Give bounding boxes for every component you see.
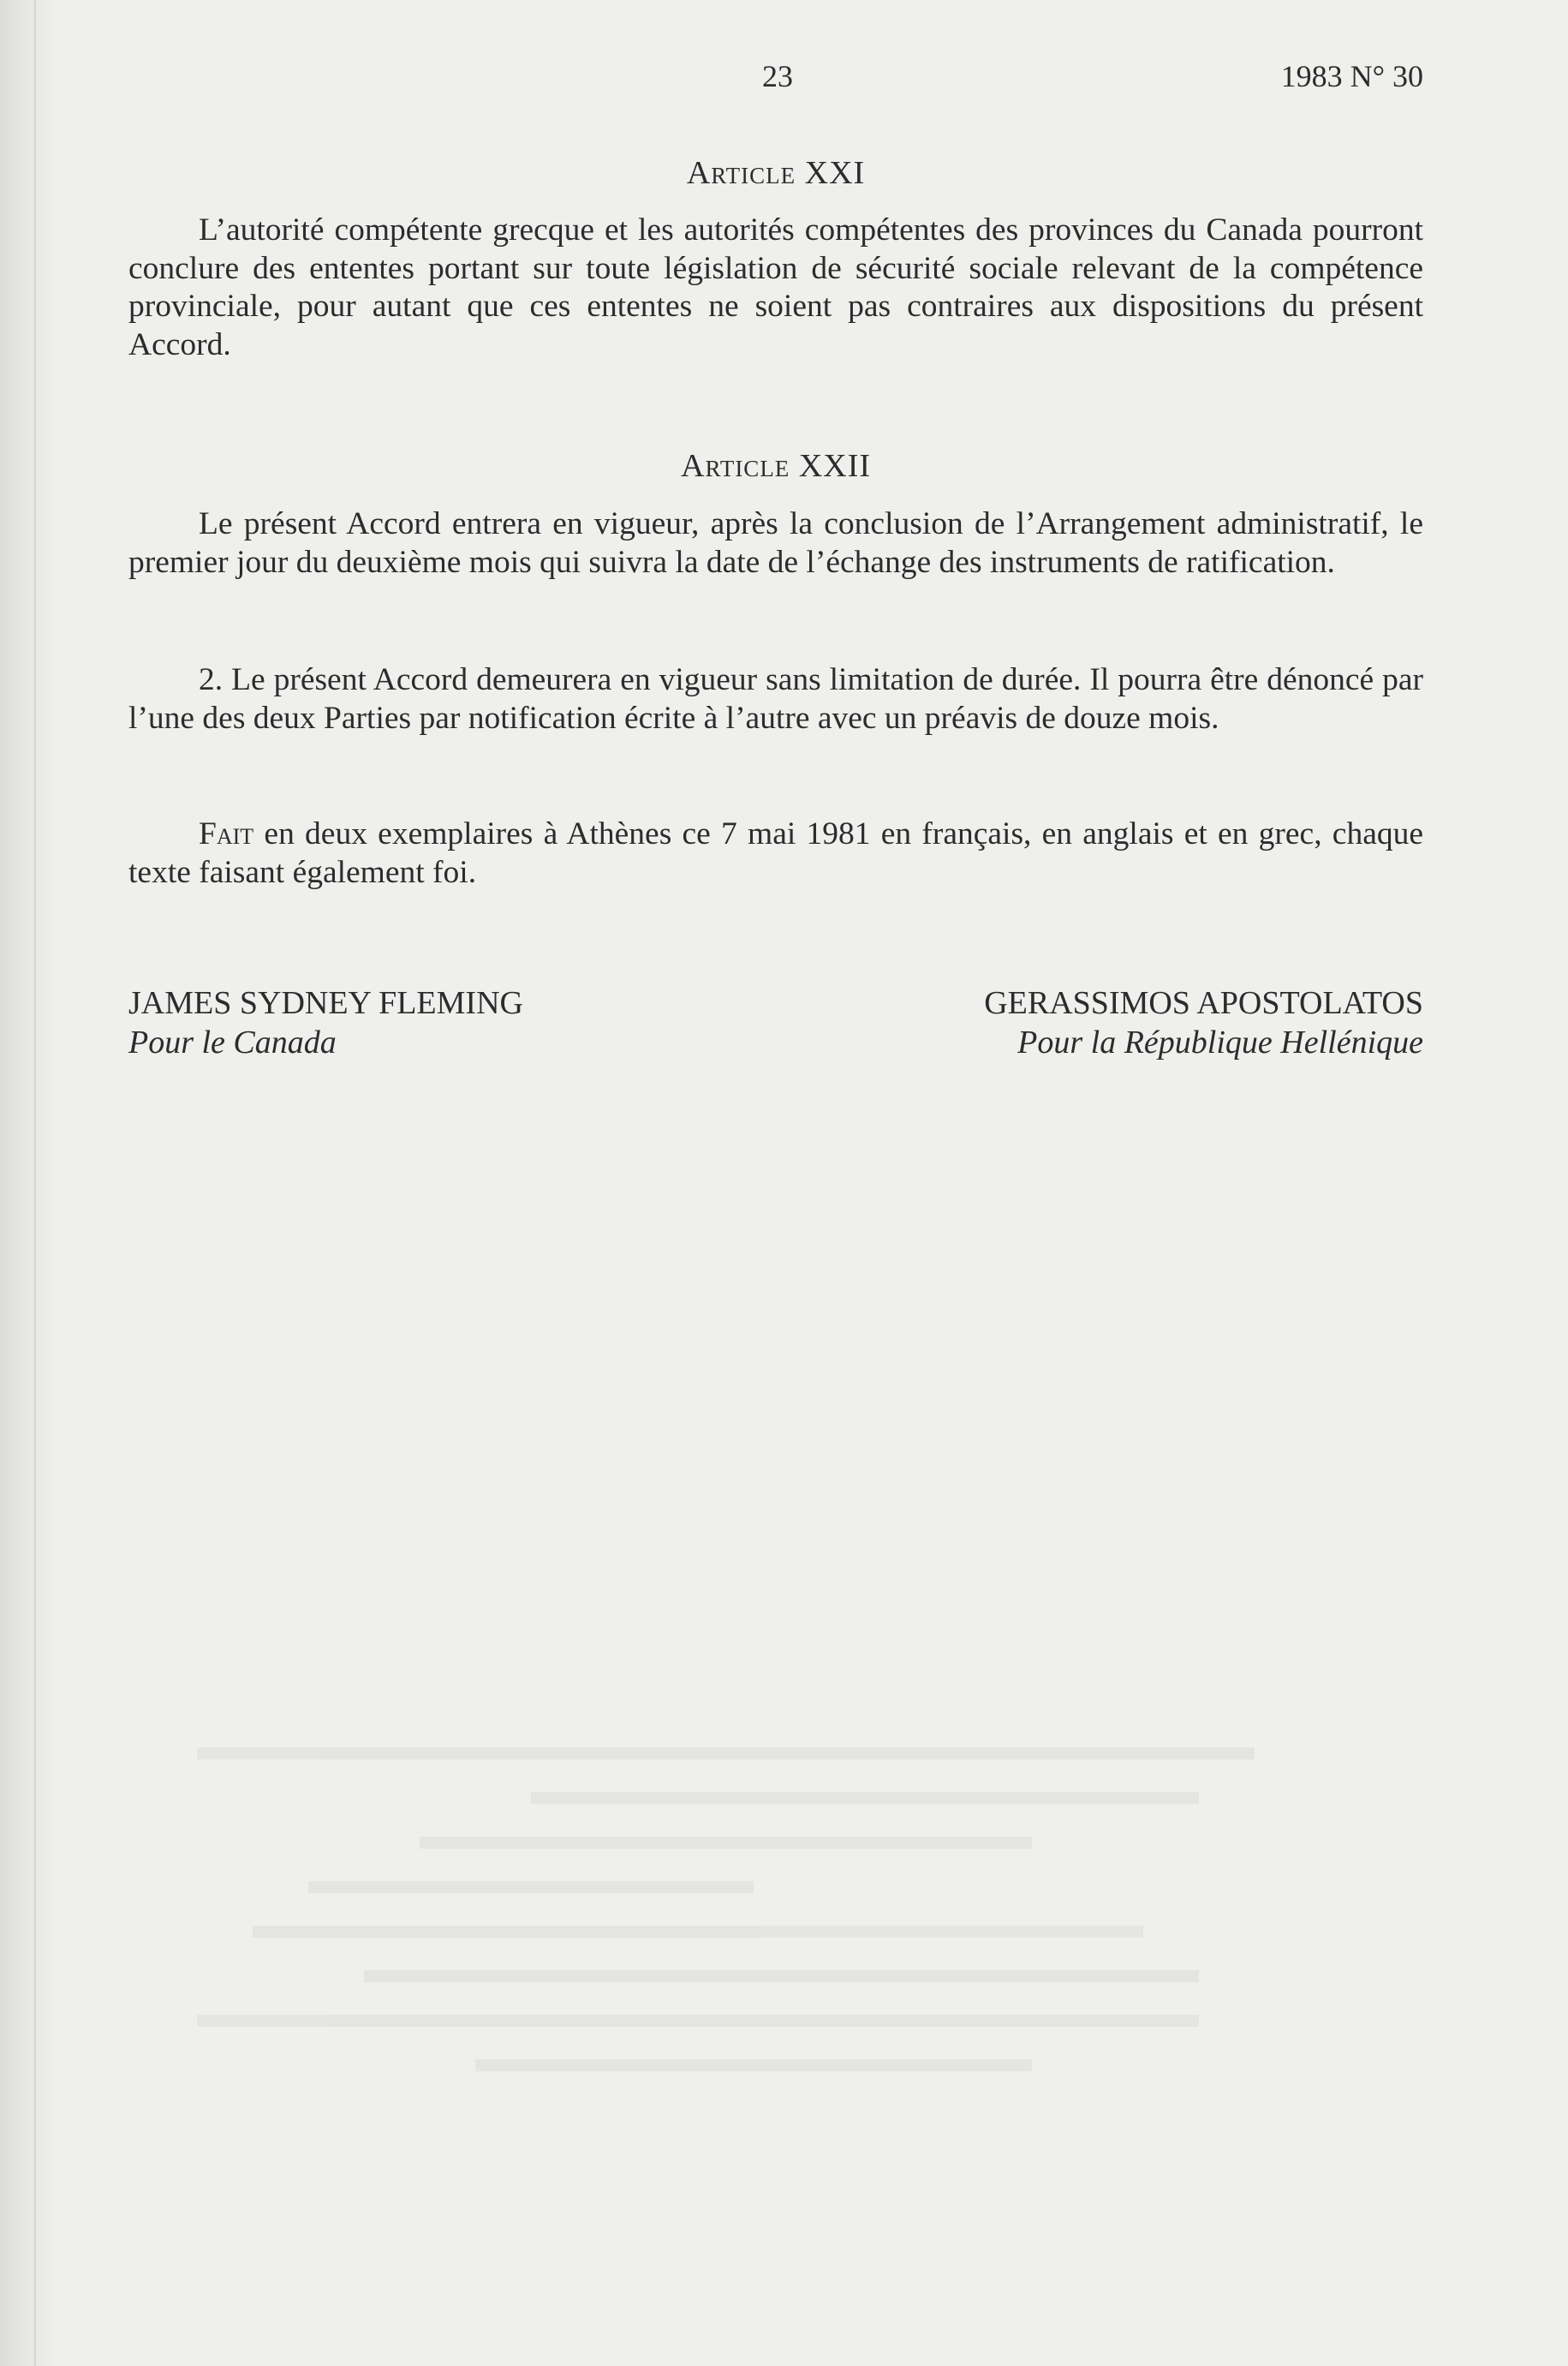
article-heading-prefix: A [680, 448, 706, 484]
page-number: 23 [762, 59, 793, 93]
article-21-heading [128, 154, 1423, 192]
article-22-paragraph-2: 2. Le présent Accord demeurera en vigueur sans limitation de durée. Il pourra être dénoncé par l’une des deux Parties par notification écrite à l’autre avec un préavis de douze mois. [128, 662, 1423, 736]
article-22-heading [128, 447, 1423, 485]
closing-paragraph [128, 816, 1423, 892]
article-21-paragraph: L’autorité compétente grecque et les autorités compétentes des provinces du Canada pourront conclure des ententes portant sur toute législation de sécurité sociale relevant de la compétence provinciale, pour autant que ces ententes ne soient pas contraires aux dispositions du présent Accord. [128, 212, 1423, 362]
binding-line [34, 0, 36, 2366]
issue-number: 1983 N° 30 [1280, 59, 1423, 93]
page-header [128, 58, 1423, 101]
signatory-name-left: JAMES SYDNEY FLEMING [128, 985, 523, 1021]
closing-text: en deux exemplaires à Athènes ce 7 mai 1981 en français, en anglais et en grec, chaque texte faisant également foi. [128, 816, 1423, 890]
signature-canada [128, 983, 523, 1062]
article-heading-word: rticle [705, 448, 790, 484]
article-22-paragraph-1: Le présent Accord entrera en vigueur, après la conclusion de l’Arrangement administratif, le premier jour du deuxième mois qui suivra la date de l’échange des instruments de ratification. [128, 506, 1423, 580]
article-heading-numeral: XXI [804, 155, 866, 191]
reverse-side-bleed-through [197, 1748, 1310, 2193]
signatory-country-left: Pour le Canada [128, 1025, 337, 1061]
signatory-country-right: Pour la République Hellénique [1017, 1025, 1423, 1061]
article-heading-prefix: A [686, 155, 712, 191]
fait-prefix: F [199, 816, 217, 851]
signature-greece [984, 983, 1423, 1062]
article-heading-numeral: XXII [798, 448, 872, 484]
article-heading-word: rticle [711, 155, 796, 191]
fait-word: ait [216, 816, 254, 851]
signatory-name-right: GERASSIMOS APOSTOLATOS [984, 985, 1423, 1021]
page-gutter-shadow [0, 0, 60, 2366]
